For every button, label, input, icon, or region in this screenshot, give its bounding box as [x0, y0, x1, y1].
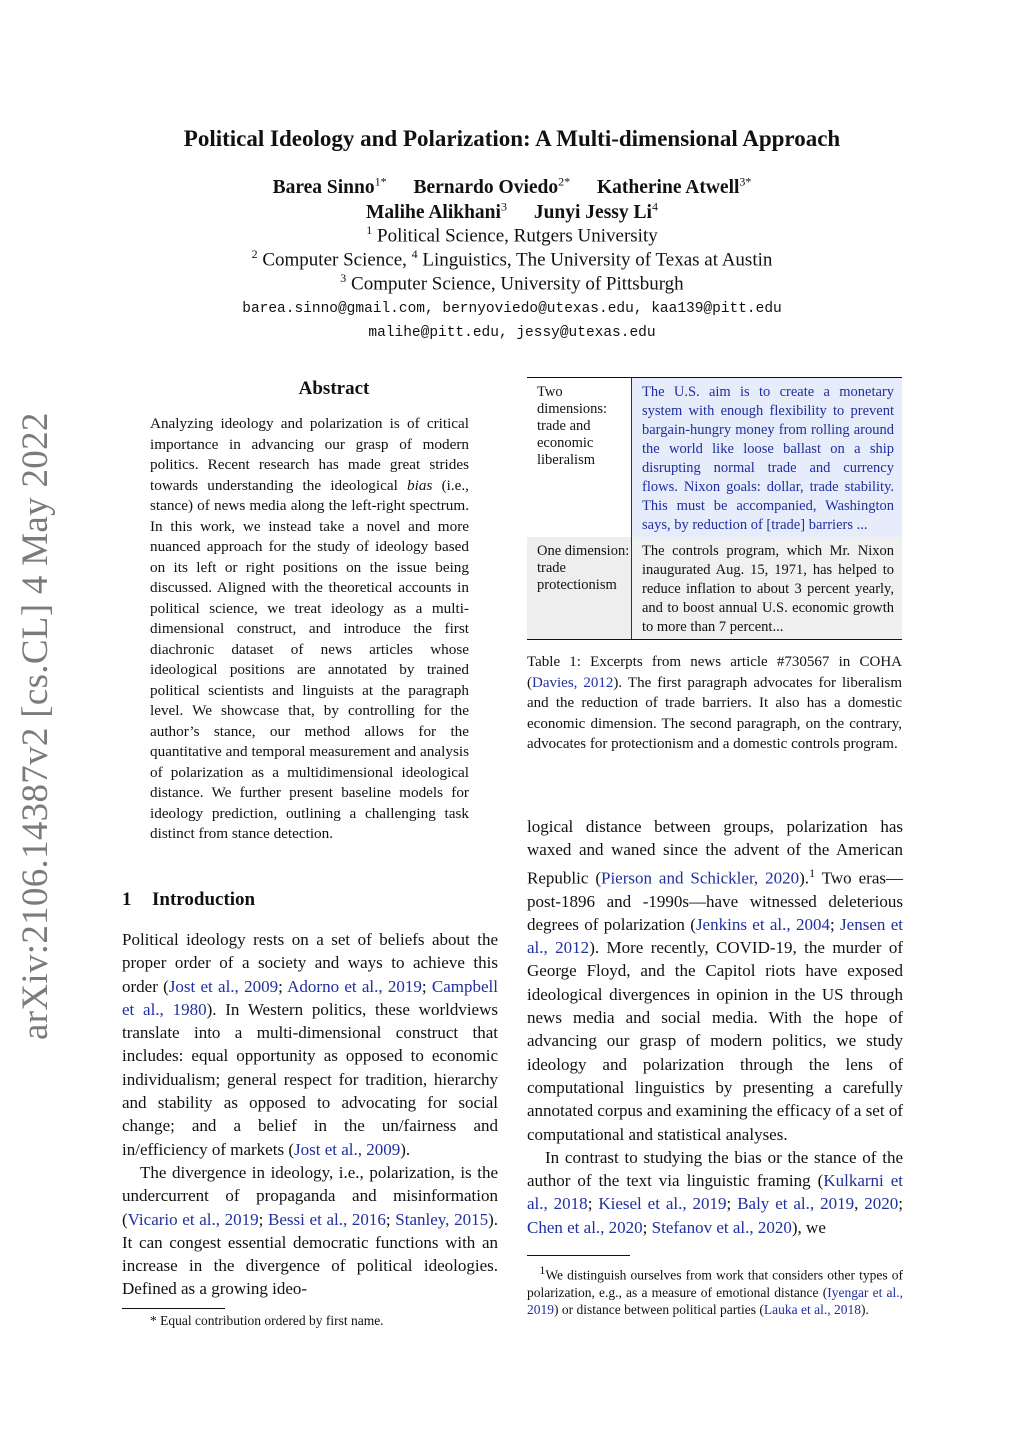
table-row-excerpt: The U.S. aim is to create a monetary system with enough flexibility to prevent bargain-hungry money from rolling around the world like loose ballast on a ship disrupting normal trade and currency flows. Nixon goals: dollar, trade stability. This must be accompanied, Washington says, by reduction of [trade] barriers ...	[632, 378, 902, 537]
paper-title: Political Ideology and Polarization: A Multi-dimensional Approach	[183, 126, 841, 151]
citation-link[interactable]: Adorno et al., 2019	[287, 976, 422, 996]
affiliation-2: $^2$ Computer Science, $^4$ Linguistics, The University of Texas at Austin	[251, 247, 773, 271]
citation-link[interactable]: Jenkins et al., 2004	[695, 914, 830, 934]
citation-link[interactable]: Baly et al., 2019	[737, 1194, 855, 1214]
citation-link[interactable]: Jost et al., 2009	[293, 1139, 401, 1159]
author: Bernardo Oviedo$^{2*}$	[413, 174, 571, 198]
table-row-label: One dimension: trade protectionism	[527, 537, 631, 639]
author: Barea Sinno$^{1*}$	[272, 174, 387, 198]
paragraph: Political ideology rests on a set of beliefs about the proper order of a society and ways to achieve this order (Jost et al., 2009; Adorno et al., 2019; Campbell et al., 1980). In Western politics, these worldviews translate into a multi-dimensional construct that includes: equal opportunity as opposed to economic individualism; general respect for tradition, hierarchy and stability as opposed to advocating for social change; and a belief in the un/fairness and in/efficiency of markets (Jost et al., 2009).	[122, 930, 498, 1159]
citation-link[interactable]: Chen et al., 2020	[527, 1217, 643, 1237]
table-row	[527, 378, 902, 537]
author: Katherine Atwell$^{3*}$	[596, 174, 752, 198]
citation-link[interactable]: Lauka et al., 2018	[763, 1302, 862, 1318]
email-line-1: barea.sinno@gmail.com, bernyoviedo@utexas.edu, kaa139@pitt.edu	[242, 301, 782, 317]
abstract-heading: Abstract	[298, 378, 370, 399]
paragraph: The divergence in ideology, i.e., polarization, is the undercurrent of propaganda and misinformation (Vicario et al., 2019; Bessi et al., 2016; Stanley, 2015). It can congest essential democratic functions with an increase in the divergence of political ideologies. Defined as a growing ideo-	[122, 1162, 498, 1299]
author: Junyi Jessy Li$^4$	[533, 199, 658, 223]
email-line-2: malihe@pitt.edu, jessy@utexas.edu	[368, 325, 656, 341]
arxiv-identifier: arXiv:2106.14387v2 [cs.CL] 4 May 2022	[15, 412, 56, 1040]
citation-link[interactable]: Kiesel et al., 2019	[598, 1194, 727, 1214]
introduction-body	[122, 928, 498, 1301]
footnote-rule	[527, 1255, 630, 1256]
table-1	[527, 377, 902, 640]
author-line-1	[0, 174, 1024, 199]
table-row-excerpt: The controls program, which Mr. Nixon inaugurated Aug. 15, 1971, has helped to reduce inflation to about 3 percent yearly, and to boost annual U.S. economic growth to more than 7 percent...	[632, 537, 902, 639]
author: Malihe Alikhani$^3$	[366, 199, 507, 223]
author-line-2	[0, 199, 1024, 224]
paragraph: In contrast to studying the bias or the stance of the author of the text via linguistic framing (Kulkarni et al., 2018; Kiesel et al., 2019; Baly et al., 2019, 2020; Chen et al., 2020; Stefanov et al., 2020), we	[527, 1147, 904, 1237]
footnote-1: $^1$We distinguish ourselves from work that considers other types of polarization, e.g., as a measure of emotional distance (Iyengar et al., 2019) or distance between political parties (Lauka et al., 2018).	[527, 1263, 904, 1318]
table-caption: Table 1: Excerpts from news article #730567 in COHA (Davies, 2012). The first paragraph advocates for liberalism and the reduction of trade barriers. It also has a domestic economic dimension. The second paragraph, on the contrary, advocates for protectionism and a domestic controls program.	[527, 654, 902, 752]
paragraph: logical distance between groups, polarization has waxed and waned since the advent of the American Republic (Pierson and Schickler, 2020).$^1$ Two eras—post-1896 and -1990s—have witnessed deleterious degrees of polarization (Jenkins et al., 2004; Jensen et al., 2012). More recently, COVID-19, the murder of George Floyd, and the Capitol riots have exposed ideological divergences in opinion in the US through news media and social media. With the hope of advancing our grasp of modern politics, we study ideology and polarization through the lens of computational linguistics by presenting a carefully annotated corpus and examining the efficacy of a set of computational and statistical analyses.	[527, 817, 903, 1144]
citation-link[interactable]: Stefanov et al., 2020	[651, 1217, 792, 1237]
citation-link[interactable]: Iyengar et al., 2019	[527, 1284, 903, 1318]
citation-link[interactable]: Vicario et al., 2019	[127, 1209, 259, 1229]
citation-link[interactable]: Pierson and Schickler, 2020	[600, 868, 800, 888]
table-row	[527, 537, 902, 639]
table-bottom-rule	[527, 639, 902, 640]
citation-link[interactable]: Davies, 2012	[532, 674, 614, 691]
section-heading-introduction: 1 Introduction	[122, 889, 256, 910]
citation-link[interactable]: 2020	[864, 1194, 899, 1214]
citation-link[interactable]: Jost et al., 2009	[168, 976, 279, 996]
table-row-label: Two dimensions: trade and economic liberalism	[537, 384, 608, 468]
affiliation-3: $^3$ Computer Science, University of Pittsburgh	[340, 271, 684, 295]
citation-link[interactable]: Kulkarni et al., 2018	[527, 1171, 904, 1214]
citation-link[interactable]: Jensen et al., 2012	[527, 914, 903, 958]
abstract-text: Analyzing ideology and polarization is of critical importance in advancing our grasp of modern politics. Recent research has made great strides towards understanding the ideological bias (i.e., stance) of news media along the left-right spectrum. In this work, we instead take a novel and more nuanced approach for the study of ideology based on its left or right positions on the issue being discussed. Aligned with the theoretical accounts in political science, we treat ideology as a multi-dimensional construct, and introduce the first diachronic dataset of news articles whose ideological positions are annotated by trained political scientists and linguists at the paragraph level. We showcase that, by controlling for the author’s stance, our method allows for the quantitative and temporal measurement and analysis of polarization as a multidimensional ideological distance. We further present baseline models for ideology prediction, outlining a challenging task distinct from stance detection.	[150, 415, 469, 842]
citation-link[interactable]: Bessi et al., 2016	[268, 1209, 386, 1229]
citation-link[interactable]: Stanley, 2015	[395, 1209, 489, 1229]
affiliation-1: $^1$ Political Science, Rutgers University	[366, 223, 658, 247]
footnote-rule	[122, 1308, 225, 1309]
citation-link[interactable]: Campbell et al., 1980	[122, 976, 498, 1019]
footnote-marker[interactable]: 1	[809, 865, 816, 880]
footnote-equal-contribution: * Equal contribution ordered by first name.	[150, 1313, 384, 1328]
right-column-body	[527, 815, 903, 1239]
